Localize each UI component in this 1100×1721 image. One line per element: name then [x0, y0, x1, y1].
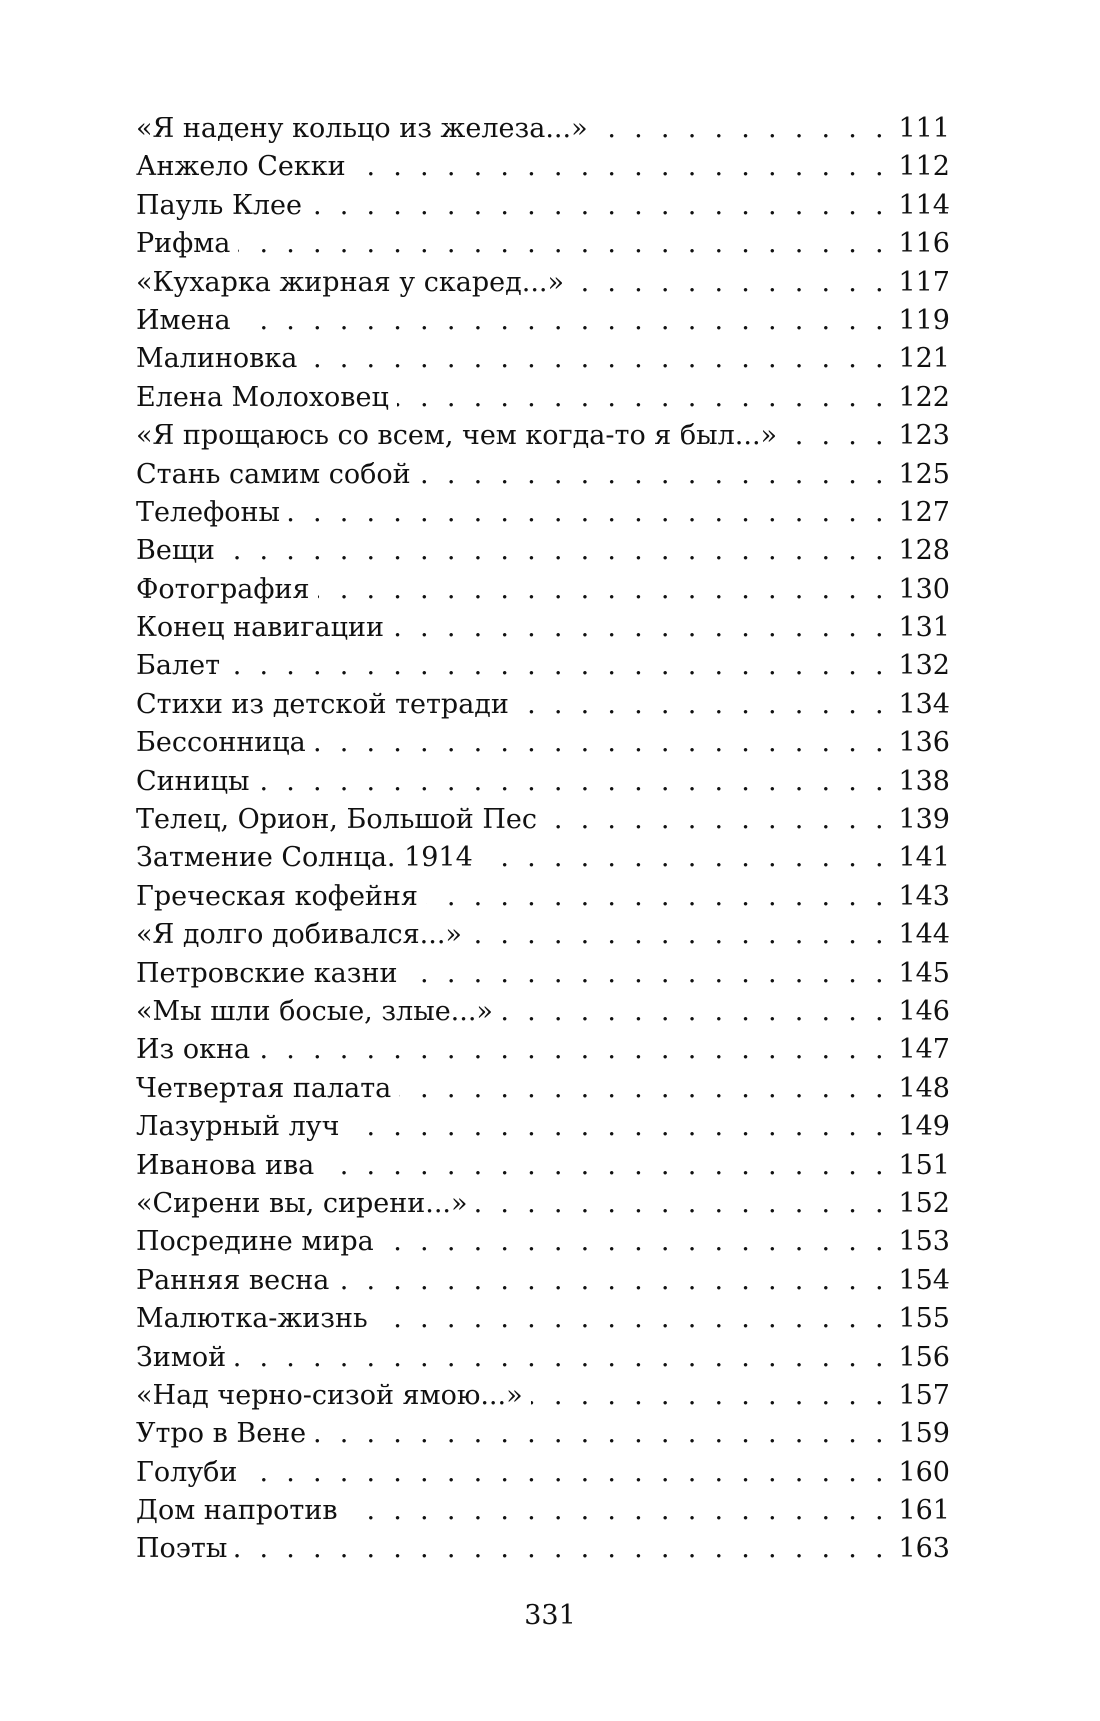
toc-entry-title: «Мы шли босые, злые...»: [136, 993, 501, 1031]
toc-entry: [136, 494, 950, 532]
toc-entry-page: 154: [898, 1264, 950, 1296]
toc-entry-page: 149: [898, 1111, 950, 1143]
toc-entry-title: Телец, Орион, Большой Пес: [136, 801, 545, 839]
toc-entry-title: Синицы: [136, 763, 258, 801]
toc-entry: [136, 379, 950, 417]
toc-entry-page: 159: [898, 1418, 950, 1450]
toc-entry-page: 122: [898, 381, 950, 413]
toc-entry-title: Елена Молоховец: [136, 379, 397, 417]
toc-entry-page: 131: [898, 612, 950, 644]
dot-leader: [239, 302, 889, 340]
toc-entry-page: 121: [898, 343, 950, 375]
dot-leader: [399, 1070, 888, 1108]
toc-entry-title: Петровские казни: [136, 955, 405, 993]
dot-leader: [310, 187, 888, 225]
dot-leader: [258, 763, 889, 801]
toc-entry: [136, 1377, 950, 1415]
page-number: 331: [524, 1600, 576, 1631]
toc-entry-title: Зимой: [136, 1339, 234, 1377]
toc-entry-title: Имена: [136, 302, 239, 340]
dot-leader: [314, 724, 889, 762]
toc-entry: [136, 647, 950, 685]
toc-entry-title: Рифма: [136, 225, 238, 263]
toc-entry-title: Стихи из детской тетради: [136, 686, 517, 724]
toc-entry: [136, 763, 950, 801]
toc-entry-page: 146: [898, 995, 950, 1027]
toc-entry: [136, 1492, 950, 1530]
toc-entry-page: 134: [898, 688, 950, 720]
toc-entry-page: 117: [898, 266, 950, 298]
toc-entry-page: 143: [898, 880, 950, 912]
dot-leader: [531, 1377, 889, 1415]
toc-entry-title: Поэты: [136, 1530, 235, 1568]
toc-entry-title: «Я долго добивался...»: [136, 916, 470, 954]
dot-leader: [238, 225, 888, 263]
toc-entry: [136, 571, 950, 609]
toc-entry: [136, 1262, 950, 1300]
toc-entry-page: 138: [898, 765, 950, 797]
toc-entry-page: 125: [898, 458, 950, 490]
toc-entry-title: Ранняя весна: [136, 1262, 337, 1300]
toc-entry-page: 152: [898, 1187, 950, 1219]
dot-leader: [517, 686, 889, 724]
toc-entry-title: Из окна: [136, 1031, 258, 1069]
dot-leader: [235, 1530, 888, 1568]
dot-leader: [314, 1415, 888, 1453]
dot-leader: [382, 1223, 889, 1261]
dot-leader: [288, 494, 888, 532]
toc-entry-title: Посредине мира: [136, 1223, 382, 1261]
toc-entry-page: 163: [898, 1533, 950, 1565]
toc-entry-page: 141: [898, 842, 950, 874]
toc-entry-page: 130: [898, 573, 950, 605]
toc-entry-title: Четвертая палата: [136, 1070, 399, 1108]
toc-entry-page: 153: [898, 1226, 950, 1258]
toc-entry: [136, 1300, 950, 1338]
toc-entry-title: Дом напротив: [136, 1492, 346, 1530]
dot-leader: [785, 417, 888, 455]
toc-entry-title: «Кухарка жирная у скаред...»: [136, 264, 572, 302]
toc-entry-title: Конец навигации: [136, 609, 392, 647]
dot-leader: [392, 609, 888, 647]
toc-entry-page: 156: [898, 1341, 950, 1373]
toc-entry-page: 112: [898, 151, 950, 183]
dot-leader: [470, 916, 889, 954]
dot-leader: [258, 1031, 888, 1069]
toc-entry: [136, 1185, 950, 1223]
toc-entry-title: Бессонница: [136, 724, 314, 762]
toc-entry: [136, 1031, 950, 1069]
toc-entry-title: Стань самим собой: [136, 456, 419, 494]
toc-entry: [136, 532, 950, 570]
toc-entry-title: Анжело Секки: [136, 148, 354, 186]
dot-leader: [481, 839, 889, 877]
dot-leader: [305, 340, 888, 378]
toc-entry-page: 119: [898, 304, 950, 336]
toc-entry: [136, 1415, 950, 1453]
toc-entry-page: 160: [898, 1456, 950, 1488]
dot-leader: [346, 1492, 889, 1530]
toc-entry-title: «Я надену кольцо из железа...»: [136, 110, 596, 148]
toc-entry: [136, 839, 950, 877]
dot-leader: [245, 1454, 888, 1492]
toc-entry: [136, 609, 950, 647]
toc-entry-title: Вещи: [136, 532, 223, 570]
toc-entry-page: 132: [898, 650, 950, 682]
toc-entry: [136, 110, 950, 148]
toc-entry: [136, 187, 950, 225]
toc-entry-title: Затмение Солнца. 1914: [136, 839, 481, 877]
dot-leader: [596, 110, 889, 148]
toc-entry: [136, 955, 950, 993]
dot-leader: [354, 148, 889, 186]
toc-entry-page: 136: [898, 727, 950, 759]
toc-entry-title: Греческая кофейня: [136, 878, 426, 916]
dot-leader: [337, 1262, 888, 1300]
toc-entry: [136, 1108, 950, 1146]
dot-leader: [228, 647, 888, 685]
dot-leader: [426, 878, 889, 916]
toc-entry: [136, 302, 950, 340]
toc-entry-page: 111: [898, 113, 950, 144]
toc-entry-title: Иванова ива: [136, 1147, 322, 1185]
toc-entry: [136, 916, 950, 954]
toc-entry-page: 161: [898, 1495, 950, 1527]
toc-entry-title: Телефоны: [136, 494, 288, 532]
toc-entry-page: 147: [898, 1034, 950, 1066]
toc-entry-page: 128: [898, 535, 950, 567]
toc-entry-title: Фотография: [136, 571, 318, 609]
toc-entry-title: Утро в Вене: [136, 1415, 314, 1453]
toc-entry-page: 114: [898, 189, 950, 221]
toc-entry-page: 148: [898, 1072, 950, 1104]
dot-leader: [234, 1339, 888, 1377]
toc-entry: [136, 1454, 950, 1492]
toc-entry-page: 151: [898, 1149, 950, 1181]
dot-leader: [501, 993, 889, 1031]
dot-leader: [545, 801, 888, 839]
dot-leader: [405, 955, 888, 993]
toc-entry-page: 144: [898, 919, 950, 951]
dot-leader: [322, 1147, 888, 1185]
toc-entry: [136, 993, 950, 1031]
toc-entry-page: 139: [898, 804, 950, 836]
toc-entry-page: 127: [898, 496, 950, 528]
toc-entry: [136, 1147, 950, 1185]
dot-leader: [347, 1108, 888, 1146]
toc-entry-title: Балет: [136, 647, 228, 685]
dot-leader: [397, 379, 889, 417]
toc-entry-title: Лазурный луч: [136, 1108, 347, 1146]
toc-entry: [136, 801, 950, 839]
toc-entry-page: 145: [898, 957, 950, 989]
toc-entry-title: «Сирени вы, сирени...»: [136, 1185, 476, 1223]
toc-entry-title: Малиновка: [136, 340, 305, 378]
toc-entry: [136, 148, 950, 186]
toc-entry: [136, 417, 950, 455]
dot-leader: [223, 532, 889, 570]
toc-entry-page: 155: [898, 1303, 950, 1335]
toc-entry: [136, 878, 950, 916]
table-of-contents: [136, 110, 950, 1569]
toc-entry: [136, 456, 950, 494]
toc-entry-title: Пауль Клее: [136, 187, 310, 225]
toc-entry-page: 123: [898, 420, 950, 452]
toc-entry: [136, 340, 950, 378]
toc-entry-page: 157: [898, 1379, 950, 1411]
toc-entry-title: Голуби: [136, 1454, 245, 1492]
toc-entry-title: «Над черно-сизой ямою...»: [136, 1377, 531, 1415]
toc-entry: [136, 1530, 950, 1568]
toc-entry: [136, 686, 950, 724]
toc-entry: [136, 1339, 950, 1377]
toc-entry-title: «Я прощаюсь со всем, чем когда-то я был...»: [136, 417, 785, 455]
dot-leader: [572, 264, 888, 302]
toc-entry: [136, 1223, 950, 1261]
toc-entry-page: 116: [898, 228, 950, 260]
dot-leader: [376, 1300, 889, 1338]
dot-leader: [476, 1185, 889, 1223]
toc-entry: [136, 264, 950, 302]
dot-leader: [318, 571, 889, 609]
toc-entry-title: Малютка-жизнь: [136, 1300, 376, 1338]
toc-entry: [136, 724, 950, 762]
toc-entry: [136, 1070, 950, 1108]
toc-entry: [136, 225, 950, 263]
dot-leader: [419, 456, 889, 494]
